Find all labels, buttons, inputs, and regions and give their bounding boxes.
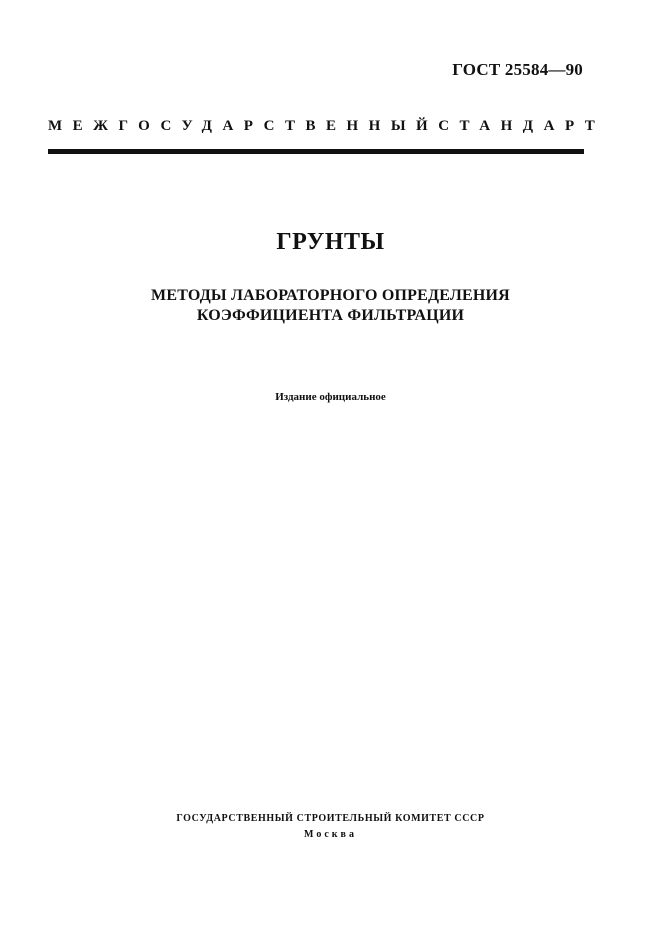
edition-note: Издание официальное bbox=[275, 391, 386, 403]
banner-word-standard: СТАНДАРТ bbox=[438, 118, 606, 134]
subtitle-line-2: КОЭФФИЦИЕНТА ФИЛЬТРАЦИИ bbox=[196, 307, 465, 324]
standard-number: ГОСТ 25584—90 bbox=[452, 60, 583, 79]
document-title: ГРУНТЫ bbox=[276, 229, 385, 255]
standard-type-banner bbox=[48, 118, 606, 135]
document-subtitle bbox=[0, 286, 661, 326]
header-rule bbox=[48, 149, 584, 154]
subtitle-line-1: МЕТОДЫ ЛАБОРАТОРНОГО ОПРЕДЕЛЕНИЯ bbox=[151, 287, 510, 304]
banner-word-interstate: МЕЖГОСУДАРСТВЕННЫЙ bbox=[48, 118, 439, 134]
publisher-name: ГОСУДАРСТВЕННЫЙ СТРОИТЕЛЬНЫЙ КОМИТЕТ СССР bbox=[176, 813, 485, 824]
publisher-city: Москва bbox=[304, 829, 357, 840]
